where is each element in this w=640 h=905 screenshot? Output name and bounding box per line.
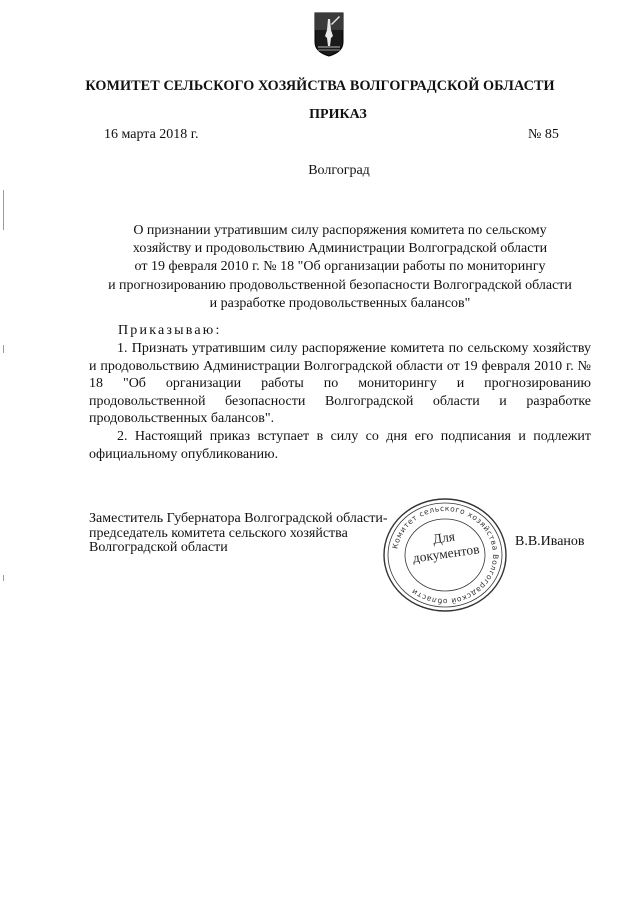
volgograd-coat-of-arms-icon	[314, 12, 344, 57]
document-body	[89, 340, 591, 463]
seal-center-line: Для	[431, 528, 456, 547]
subject-line: О признании утратившим силу распоряжения комитета по сельскому	[133, 223, 547, 238]
document-city: Волгоград	[308, 163, 370, 178]
subject-line: от 19 февраля 2010 г. № 18 "Об организации работы по мониторингу	[134, 259, 546, 275]
subject-line: и разработке продовольственных балансов"	[209, 295, 471, 311]
committee-name: КОМИТЕТ СЕЛЬСКОГО ХОЗЯЙСТВА ВОЛГОГРАДСКОЙ ОБЛАСТИ	[85, 78, 555, 94]
document-subject	[66, 222, 614, 313]
document-number: № 85	[528, 127, 559, 142]
signatory-position-line: Заместитель Губернатора Волгоградской области-	[89, 511, 388, 526]
signatory-position-line: председатель комитета сельского хозяйства	[89, 525, 348, 541]
scan-mark	[3, 190, 4, 230]
body-paragraph: 1. Признать утратившим силу распоряжение комитета по сельскому хозяйству и продовольствию Администрации Волгоградской области от 19 февраля 2010 г. № 18 "Об организации работы по мониторингу и прогнозированию продовольственной безопасности Волгоградской области и разработке продовольственных балансов".	[89, 341, 591, 427]
scan-mark	[3, 575, 4, 581]
signatory-position-line: Волгоградской области	[89, 540, 228, 555]
body-paragraph: 2. Настоящий приказ вступает в силу со дня его подписания и подлежит официальному опубликованию.	[89, 428, 591, 462]
seal-ring-text: Комитет сельского хозяйства Волгоградской области	[390, 503, 501, 607]
seal-center-line: документов	[411, 541, 481, 566]
signatory-name: В.В.Иванов	[515, 534, 585, 549]
order-word: Приказываю:	[118, 323, 222, 338]
subject-line: хозяйству и продовольствию Администрации Волгоградской области	[132, 241, 548, 257]
subject-line: и прогнозированию продовольственной безопасности Волгоградской области	[108, 277, 572, 293]
scan-mark	[3, 345, 4, 353]
document-date: 16 марта 2018 г.	[104, 127, 199, 142]
signatory-position	[89, 512, 388, 556]
document-type: ПРИКАЗ	[309, 107, 367, 122]
